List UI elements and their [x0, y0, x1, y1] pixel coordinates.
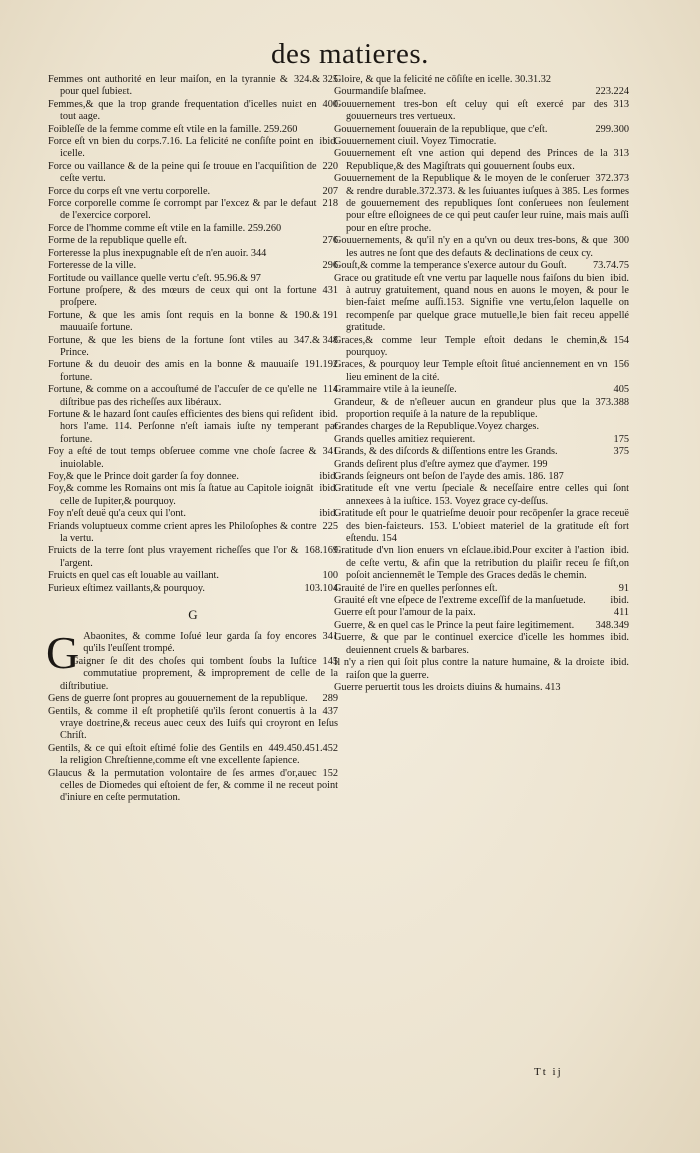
- index-entry: [48, 583, 338, 595]
- entry-page-ref: 223.224: [595, 86, 629, 98]
- entry-text: Grands, & des diſcords & diſſentions entre les Grands.: [334, 446, 558, 458]
- index-entry: [334, 595, 629, 607]
- entry-page-ref: 220: [322, 160, 338, 172]
- entry-text: Guerre, & en quel cas le Prince la peut faire legitimement.: [334, 619, 575, 631]
- index-entry: [48, 186, 338, 198]
- index-entry: [48, 483, 338, 508]
- entry-text: Force ou vaillance & de la peine qui ſe trouue en l'acquiſition de ceſte vertu.: [48, 160, 317, 185]
- index-entry: [48, 384, 338, 409]
- entry-text: Graces,& comme leur Temple eſtoit dedans le chemin,& pourquoy.: [334, 334, 608, 358]
- entry-text: Fortune & du deuoir des amis en la bonne & mauuaiſe fortune.: [48, 359, 299, 383]
- entry-text: Gentils, & comme il eſt prophetiſé qu'ils ſeront conuertis à la vraye doɛtrine,& receus auec ceux des Iuifs qui croyront en Ieſus Chriſt.: [48, 705, 338, 742]
- entry-page-ref: 437: [322, 705, 338, 717]
- entry-page-ref: 218: [322, 198, 338, 210]
- index-entry: [334, 397, 629, 422]
- index-entry: [48, 124, 338, 136]
- index-entry: [334, 657, 629, 682]
- entry-text: Grands deſirent plus d'eſtre aymez que d'aymer. 199: [334, 458, 548, 470]
- index-entry: [48, 273, 338, 285]
- entry-text: Forteresse de la ville.: [48, 260, 137, 272]
- entry-text: Femmes,& que la trop grande frequentation d'icelles nuiɛt en tout aage.: [48, 98, 317, 123]
- entry-text: Grammaire vtile à la ieuneſſe.: [334, 384, 457, 396]
- left-column: [48, 74, 338, 805]
- entry-text: Gloire, & que la felicité ne cōſiſte en icelle. 30.31.32: [334, 74, 552, 85]
- index-entry: [334, 235, 629, 260]
- index-entry: [48, 521, 338, 546]
- index-entry: [48, 471, 338, 483]
- entry-text: Fortitude ou vaillance quelle vertu c'eſt. 95.96.& 97: [48, 272, 261, 284]
- entry-text: Femmes ont authorité en leur maiſon, en la tyrannie & pour quel ſubieɛt.: [48, 74, 288, 98]
- entry-page-ref: ibid.: [610, 657, 629, 669]
- entry-text: Foy,& que le Prince doit garder ſa foy donnee.: [48, 471, 239, 482]
- entry-text: Gouuernement eſt vne aɛtion qui depend des Princes de la Republique,& des Magiſtrats qui gouuernent ſoubs eux.: [334, 148, 608, 172]
- entry-text: Fortune, & que les amis ſont requis en la bonne & mauuaiſe fortune.: [48, 309, 288, 334]
- entry-page-ref: 373.388: [595, 396, 629, 408]
- entry-text: Il n'y a rien qui ſoit plus contre la nature humaine, & la droiɛte raiſon que la guerre.: [334, 657, 605, 681]
- entry-page-ref: 91: [618, 582, 629, 594]
- entry-page-ref: 168.169: [304, 545, 338, 557]
- index-entry: [48, 260, 338, 272]
- entry-text: Force eſt vn bien du corps.7.16. La felicité ne conſiſte point en icelle.: [48, 136, 314, 160]
- index-entry: [48, 99, 338, 124]
- index-entry: [48, 285, 338, 310]
- index-entry: [48, 446, 338, 471]
- entry-page-ref: 324.& 325: [293, 74, 338, 85]
- index-entry: [334, 148, 629, 173]
- entry-text: Gouuernement tres-bon eſt celuy qui eſt exercé par des gouuerneurs tres vertueux.: [334, 98, 608, 123]
- index-entry: [334, 545, 629, 582]
- index-entry: [334, 471, 629, 483]
- index-entry: [334, 421, 629, 433]
- entry-text: Force de l'homme comme eſt vtile en la famille. 259.260: [48, 222, 282, 234]
- index-entry: [334, 483, 629, 508]
- entry-text: Grauité eſt vne eſpece de l'extreme exceſſif de la manſuetude.: [334, 595, 586, 607]
- index-entry: [48, 768, 338, 805]
- entry-text: Glaucus & la permutation volontaire de ſes armes d'or,auec celles de Diomedes qui eſtoient de fer, & comme il ne receut point d'iniure en ceſte permutation.: [48, 767, 338, 804]
- entry-page-ref: 372.373: [595, 173, 629, 185]
- entry-page-ref: ibid.: [319, 408, 338, 420]
- index-entry: [48, 743, 338, 768]
- index-entry: [48, 706, 338, 743]
- index-entry: [334, 86, 629, 98]
- right-column: [334, 74, 629, 694]
- entry-text: Gens de guerre ſont propres au gouuernement de la republique.: [48, 693, 308, 705]
- entry-page-ref: 341: [322, 631, 338, 643]
- entry-page-ref: 191.192: [304, 359, 338, 371]
- entry-text: Fortune, & comme on a accouſtumé de l'accuſer de ce qu'elle ne diſtribue pas des richeſſes aux libéraux.: [48, 384, 317, 408]
- index-entry: [334, 384, 629, 396]
- entry-text: Abaonites, & comme Ioſué leur garda ſa foy encores qu'ils l'euſſent trompé.: [83, 631, 317, 655]
- entry-text: Force corporelle comme ſe corrompt par l'excez & par le defaut de l'exercice corporel.: [48, 198, 317, 222]
- index-entry: [334, 136, 629, 148]
- entry-text: Gratitude d'vn lion enuers vn eſclaue.ibid.Pour exciter à l'aɛtion de ceſte vertu, & afin que la retribution du plaiſir receu ſe fiſt,on poſoit anciennemēt le Temple des Graces dedās le chemin.: [334, 545, 629, 582]
- entry-page-ref: 299.300: [595, 123, 629, 135]
- entry-page-ref: 405: [613, 384, 629, 396]
- entry-text: Guerre eſt pour l'amour de la paix.: [334, 607, 476, 619]
- index-entry: [48, 223, 338, 235]
- entry-text: Foibleſſe de la femme comme eſt vtile en la famille. 259.260: [48, 123, 298, 135]
- entry-page-ref: ibid.: [319, 508, 338, 520]
- entry-page-ref: 400: [322, 98, 338, 110]
- entry-page-ref: 175: [613, 433, 629, 445]
- index-entry: [334, 99, 629, 124]
- index-entry: [48, 545, 338, 570]
- entry-page-ref: 207: [322, 185, 338, 197]
- entry-page-ref: ibid.: [610, 272, 629, 284]
- signature-mark: Tt ij: [534, 1066, 563, 1078]
- index-entry: [334, 446, 629, 458]
- index-entry: [48, 235, 338, 247]
- entry-text: Friands voluptueux comme crient apres les Philoſophes & contre la vertu.: [48, 520, 317, 545]
- entry-page-ref: 296: [322, 260, 338, 272]
- entry-page-ref: 190.& 191: [293, 309, 338, 321]
- index-entry: [334, 359, 629, 384]
- entries-g-list: [46, 627, 338, 805]
- index-entry: [48, 136, 338, 161]
- entry-page-ref: 313: [613, 98, 629, 110]
- index-entry: [48, 74, 338, 99]
- entry-page-ref: 411: [613, 607, 629, 619]
- section-letter-g: G: [188, 607, 198, 623]
- index-entry: [334, 583, 629, 595]
- entry-text: Foy n'eſt deuë qu'a ceux qui l'ont.: [48, 508, 186, 520]
- index-entry: [334, 260, 629, 272]
- entry-text: Gouuernements, & qu'il n'y en a qu'vn ou deux tres-bons, & que les autres ne ſont que des defauts & declinations de ceux cy.: [334, 235, 608, 259]
- entry-page-ref: 449.450.451.452: [268, 742, 338, 754]
- entry-page-ref: ibid.: [319, 483, 338, 495]
- entry-text: Furieux eſtimez vaillants,& pourquoy.: [48, 582, 205, 594]
- index-entry: [334, 459, 629, 471]
- index-entry: [334, 74, 629, 86]
- index-entry: [334, 124, 629, 136]
- index-entry: [334, 607, 629, 619]
- index-entry: [334, 632, 629, 657]
- entry-page-ref: ibid.: [610, 595, 629, 607]
- entry-page-ref: 300: [613, 235, 629, 247]
- dropcap-letter: G: [46, 627, 80, 679]
- entry-text: Gouſt,& comme la temperance s'exerce autour du Gouſt.: [334, 260, 567, 272]
- entry-page-ref: 114: [322, 384, 338, 396]
- entry-text: Gouuernement ſouuerain de la republique, que c'eſt.: [334, 123, 548, 135]
- entry-text: Gouuernement ciuil. Voyez Timocratie.: [334, 136, 497, 148]
- index-entry: [48, 335, 338, 360]
- entry-text: Fortune, & que les biens de la fortune ſont vtiles au Prince.: [48, 334, 288, 358]
- entry-page-ref: 154: [613, 334, 629, 346]
- entry-page-ref: ibid.: [610, 632, 629, 644]
- entry-page-ref: 313: [613, 148, 629, 160]
- entry-text: Gaigner ſe dit des choſes qui tombent ſoubs la Iuſtice commutatiue proprement, & improprement de celle de la diſtributiue.: [60, 655, 338, 692]
- entry-page-ref: 375: [613, 446, 629, 458]
- entry-page-ref: 225: [322, 520, 338, 532]
- entry-page-ref: 145: [322, 655, 338, 667]
- entry-page-ref: 156: [613, 359, 629, 371]
- index-entry: [48, 693, 338, 705]
- entry-page-ref: 103.104: [304, 582, 338, 594]
- entry-page-ref: 347.& 348: [293, 334, 338, 346]
- entry-text: Fortune proſpere, & des mœurs de ceux qui ont la fortune proſpere.: [48, 284, 317, 309]
- entry-text: Gouuernement de la Republique & le moyen de le conſeruer & rendre durable.372.373. & les ſuiuantes iuſques à 385. Les formes de gouuernement des republiques ſont conſeruees non ſeulement pour eſtre eſloignees de ce qui peut cauſer leur ruine, mais mais auſſi pour en eſtre proche.: [334, 173, 629, 234]
- entry-text: Guerre, & que par le continuel exercice d'icelle les hommes deuiennent cruels & barbares.: [334, 632, 605, 656]
- entry-text: Gourmandiſe blaſmee.: [334, 86, 427, 98]
- index-entry: [48, 409, 338, 446]
- entry-page-ref: 100: [322, 570, 338, 582]
- entry-page-ref: ibid.: [319, 136, 338, 148]
- entry-page-ref: 276: [322, 235, 338, 247]
- entry-text: Fruicts en quel cas eſt louable au vaillant.: [48, 570, 219, 582]
- entry-text: Grands ſeigneurs ont beſon de l'ayde des amis. 186. 187: [334, 471, 564, 482]
- index-entry: [48, 570, 338, 582]
- index-entry: [334, 508, 629, 545]
- entries-right-list: [334, 74, 629, 694]
- entry-page-ref: 341: [322, 446, 338, 458]
- entry-page-ref: ibid.: [319, 471, 338, 482]
- entry-text: Guerre peruertit tous les droiɛts diuins & humains. 413: [334, 681, 561, 693]
- index-entry: [334, 335, 629, 360]
- entry-text: Graces, & pourquoy leur Temple eſtoit ſitué anciennement en vn lieu eminent de la cité.: [334, 359, 608, 383]
- entry-page-ref: 73.74.75: [592, 260, 629, 272]
- entry-text: Grace ou gratitude eſt vne vertu par laquelle nous faiſons du bien à autruy gratuitement, quand nous en auons le moyen, & pour le bien-faiɛt meſme auſſi.153. Signifie vne vertu,ſelon laquelle on recompenſe par quelque grace mutuelle,le bien fait receu appellé gratitude.: [334, 272, 629, 334]
- entry-page-ref: 152: [322, 767, 338, 779]
- index-entry: [334, 173, 629, 235]
- entry-text: Grands quelles amitiez requierent.: [334, 433, 476, 445]
- index-entry: [334, 620, 629, 632]
- entry-text: Foy a eſté de tout temps obſeruee comme vne choſe ſacree & inuiolable.: [48, 446, 317, 470]
- entry-text: Grandeur, & de n'eſleuer aucun en grandeur plus que la proportion requiſe à la nature de la republique.: [334, 396, 590, 420]
- index-entry: [334, 434, 629, 446]
- index-entry: [48, 359, 338, 384]
- index-entry: [334, 682, 629, 694]
- index-entry: [48, 161, 338, 186]
- entry-text: Grandes charges de la Republique.Voyez charges.: [334, 421, 540, 433]
- index-entry: [48, 248, 338, 260]
- index-entry: [334, 273, 629, 335]
- index-entry: [48, 508, 338, 520]
- index-entry: [48, 198, 338, 223]
- entry-text: Forme de la republique quelle eſt.: [48, 235, 187, 247]
- entry-text: Grauité de l'ire en quelles perſonnes eſt.: [334, 582, 498, 594]
- entry-page-ref: 289: [322, 693, 338, 705]
- entry-text: Gratitude eſt pour le quatrieſme deuoir pour recōpenſer la grace receuë des bien-faiɛteurs. 153. L'obieɛt materiel de la gratitude eſt fort eſtendu. 154: [334, 508, 629, 545]
- index-entry: [48, 656, 338, 693]
- entry-text: Fruicts de la terre ſont plus vrayement richeſſes que l'or & l'argent.: [48, 545, 299, 569]
- index-entry: [48, 310, 338, 335]
- page-title: des matieres.: [271, 38, 429, 70]
- entry-text: Fortune & le hazard ſont cauſes efficientes des biens qui reſident hors l'ame. 114. Perſonne n'eſt iamais iuſte ny temperant par fortune.: [48, 408, 338, 445]
- entry-text: Gentils, & ce qui eſtoit eſtimé folie des Gentils en la religion Chreſtienne,comme eſt vne excellente ſapience.: [48, 742, 300, 767]
- entry-page-ref: ibid.: [610, 545, 629, 557]
- entry-page-ref: 431: [322, 284, 338, 296]
- entries-f-list: [48, 74, 338, 595]
- entry-text: Force du corps eſt vne vertu corporelle.: [48, 185, 211, 197]
- entry-text: Forteresse la plus inexpugnable eſt de n'en auoir. 344: [48, 247, 267, 259]
- entry-page-ref: 348.349: [595, 619, 629, 631]
- entry-text: Gratitude eſt vne vertu ſpeciale & neceſſaire entre celles qui ſont annexees à la iuſtice. 153. Voyez grace cy-deſſus.: [334, 483, 629, 507]
- entry-text: Foy,& comme les Romains ont mis ſa ſtatue au Capitole ioignāt celle de Iupiter,& pourquoy.: [48, 483, 314, 507]
